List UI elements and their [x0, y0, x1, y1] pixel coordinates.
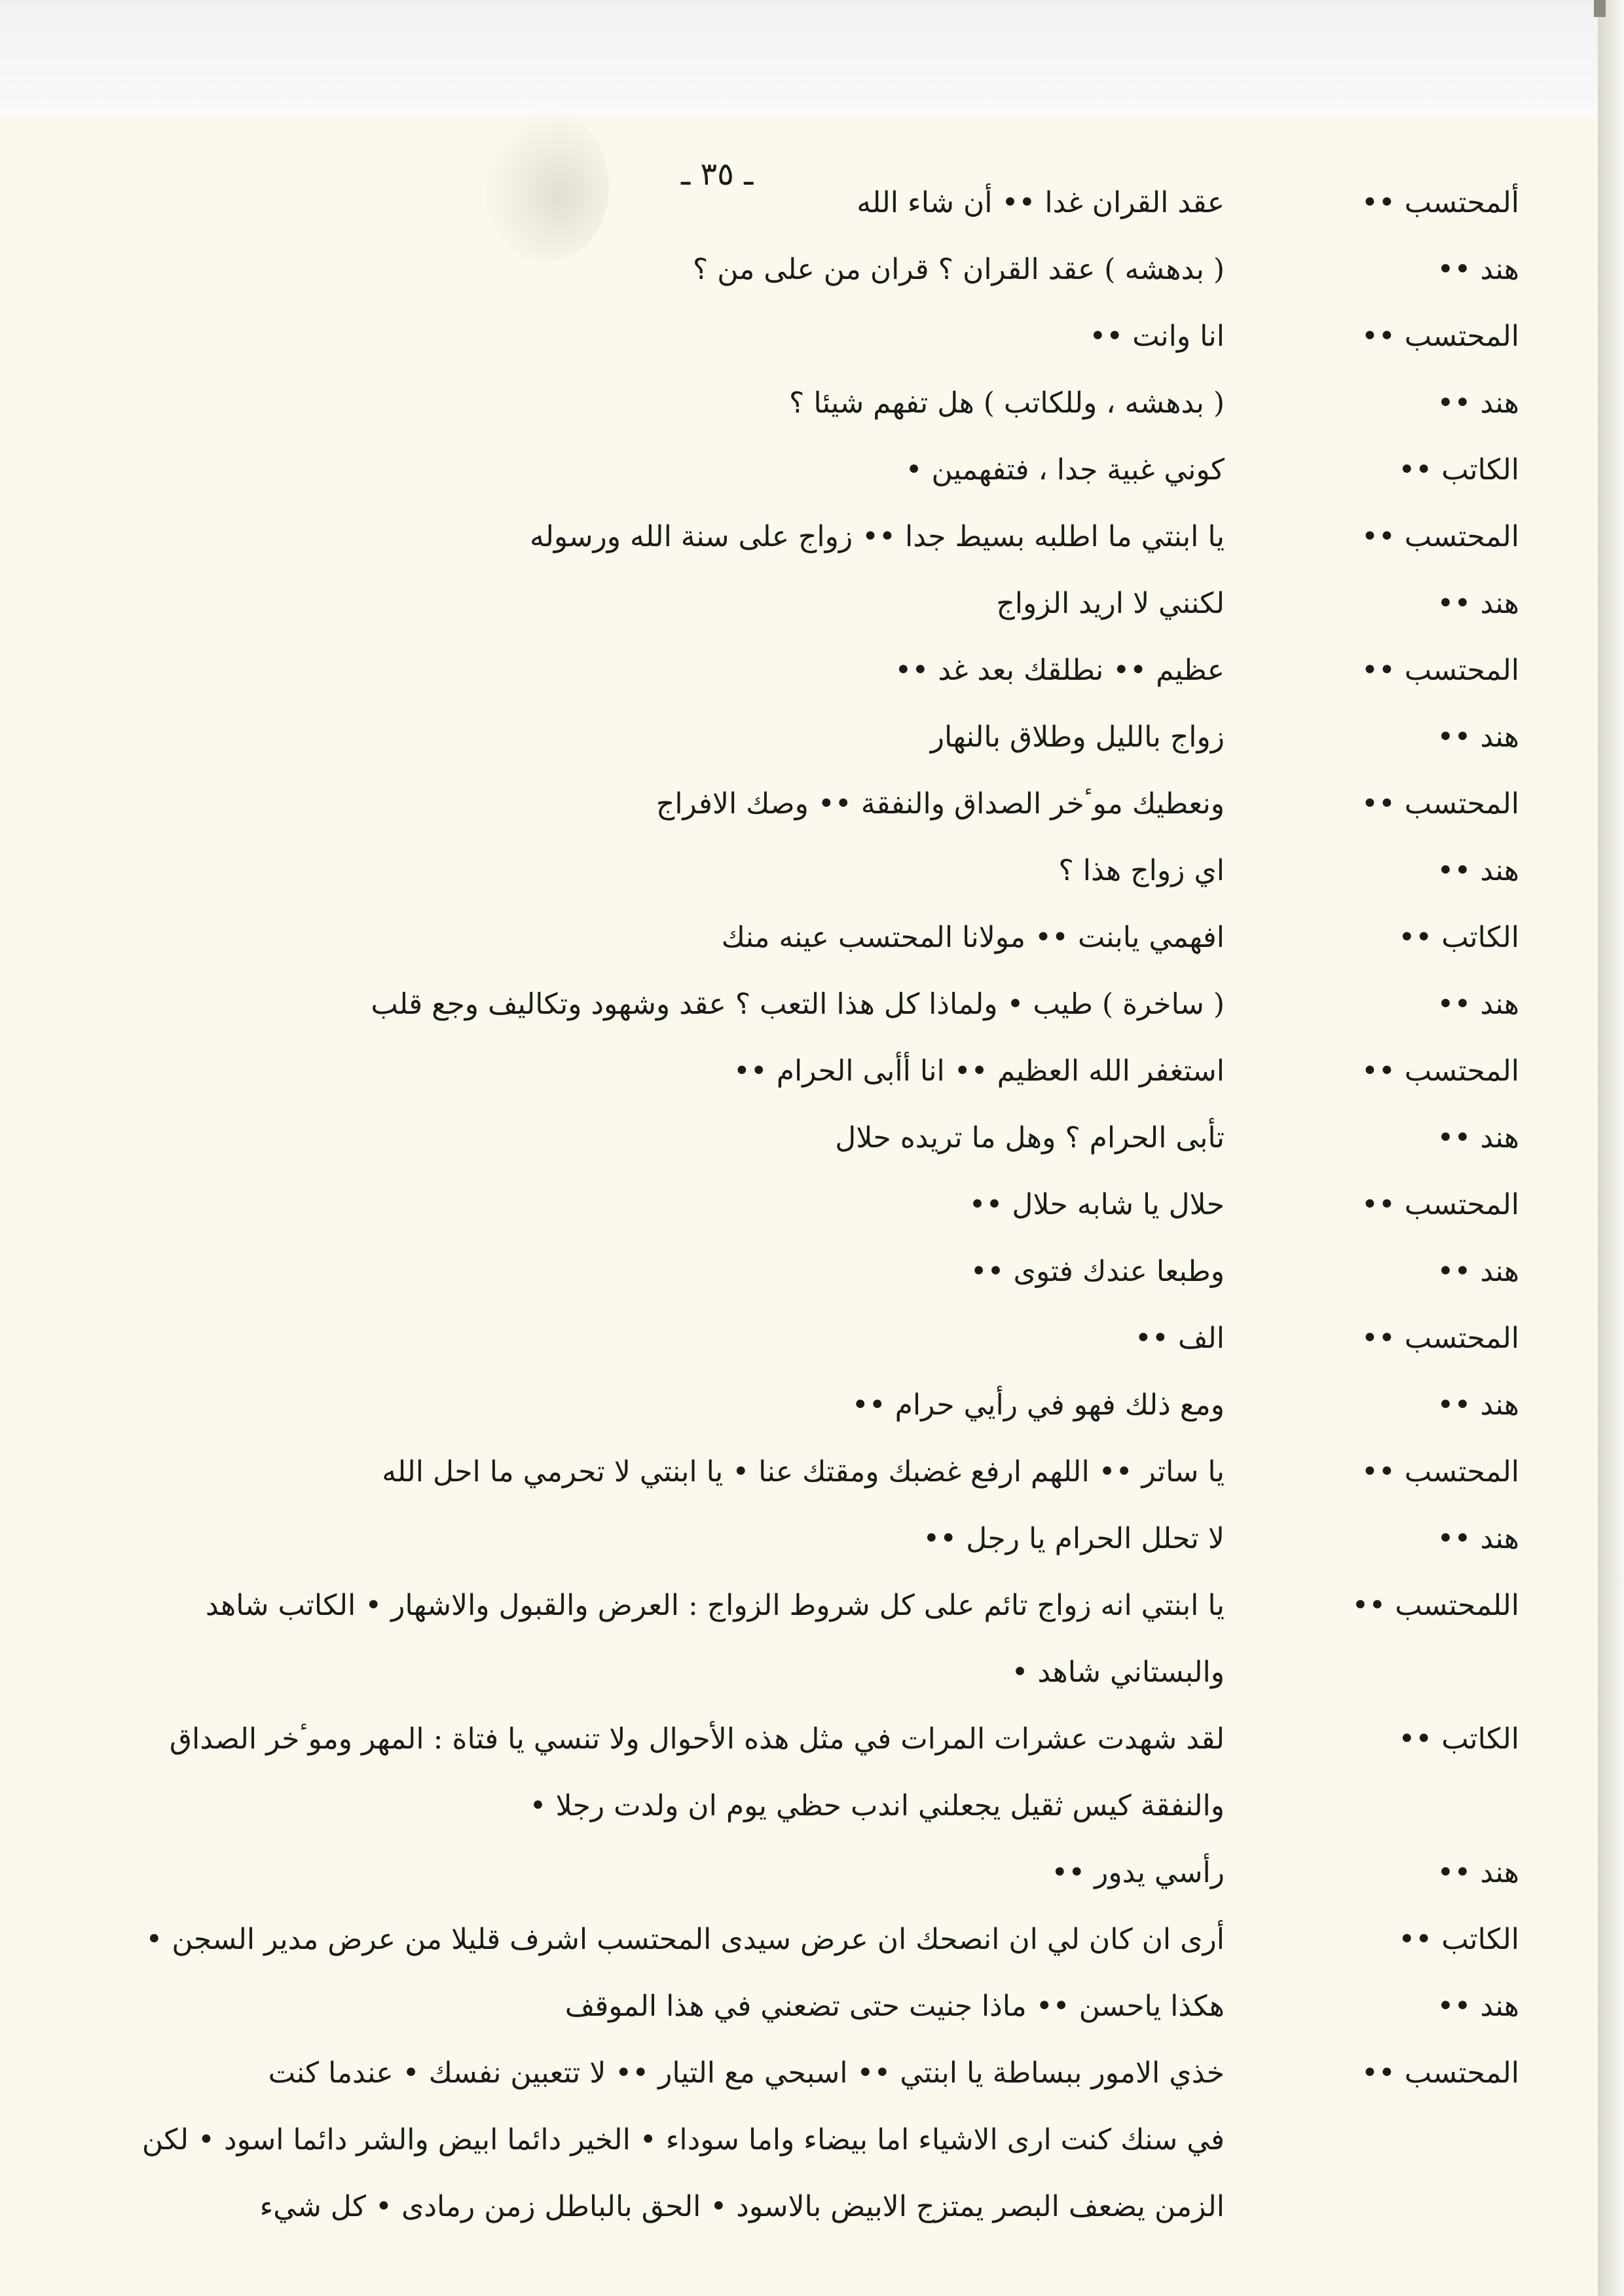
speaker-name: المحتسب ••: [1361, 320, 1519, 353]
speaker-name: الكاتب ••: [1398, 921, 1519, 954]
speaker-name: هند ••: [1437, 1856, 1519, 1889]
dialogue-line: لكنني لا اريد الزواج: [996, 587, 1225, 620]
speaker-name: هند ••: [1437, 253, 1519, 286]
dialogue-line: ( بدهشه ، وللكاتب ) هل تفهم شيئا ؟: [789, 386, 1225, 420]
speaker-name: هند ••: [1437, 854, 1519, 887]
dialogue-line: افهمي يابنت •• مولانا المحتسب عينه منك: [721, 921, 1225, 954]
dialogue-line: الزمن يضعف البصر يمتزج الابيض بالاسود • الحق بالباطل زمن رمادى • كل شيء: [259, 2190, 1225, 2223]
speaker-name: هند ••: [1437, 386, 1519, 420]
dialogue-line: لقد شهدت عشرات المرات في مثل هذه الأحوال ولا تنسي يا فتاة : المهر وموٴخر الصداق: [169, 1722, 1225, 1756]
speaker-name: الكاتب ••: [1398, 453, 1519, 487]
dialogue-row: [0, 2047, 1624, 2100]
speaker-name: المحتسب ••: [1361, 1054, 1519, 1088]
dialogue-line: والنفقة كيس ثقيل يجعلني اندب حظي يوم ان ولدت رجلا •: [529, 1789, 1225, 1823]
dialogue-row: [0, 1379, 1624, 1432]
dialogue-line: كوني غبية جدا ، فتفهمين •: [905, 453, 1225, 487]
dialogue-line: رأسي يدور ••: [1051, 1856, 1225, 1889]
dialogue-row: [0, 244, 1624, 296]
dialogue-row: [0, 1780, 1624, 1832]
dialogue-line: زواج بالليل وطلاق بالنهار: [930, 720, 1225, 754]
dialogue-row: [0, 1646, 1624, 1699]
dialogue-line: ( ساخرة ) طيب • ولماذا كل هذا التعب ؟ عقد وشهود وتكاليف وجع قلب: [371, 988, 1225, 1021]
dialogue-row: [0, 644, 1624, 697]
dialogue-row: [0, 1179, 1624, 1231]
dialogue-line: يا ابنتي ما اطلبه بسيط جدا •• زواج على سنة الله ورسوله: [529, 520, 1225, 553]
speaker-name: ألمحتسب ••: [1361, 186, 1519, 219]
dialogue-row: [0, 511, 1624, 563]
dialogue-line: ( بدهشه ) عقد القران ؟ قران من على من ؟: [692, 253, 1225, 286]
dialogue-line: ومع ذلك فهو في رأيي حرام ••: [851, 1388, 1225, 1422]
dialogue-line: والبستاني شاهد •: [1011, 1656, 1225, 1689]
dialogue-line: لا تحلل الحرام يا رجل ••: [923, 1522, 1225, 1555]
speaker-name: المحتسب ••: [1361, 2056, 1519, 2090]
scan-corner-mark: [1594, 0, 1606, 17]
dialogue-line: حلال يا شابه حلال ••: [969, 1188, 1225, 1221]
dialogue-row: [0, 1312, 1624, 1365]
speaker-name: المحتسب ••: [1361, 1455, 1519, 1489]
dialogue-line: يا ساتر •• اللهم ارفع غضبك ومقتك عنا • يا ابنتي لا تحرمي ما احل الله: [382, 1455, 1225, 1489]
speaker-name: هند ••: [1437, 1255, 1519, 1288]
speaker-name: هند ••: [1437, 988, 1519, 1021]
dialogue-row: [0, 1713, 1624, 1766]
dialogue-line: في سنك كنت ارى الاشياء اما بيضاء واما سوداء • الخير دائما ابيض والشر دائما اسود • لكن: [141, 2123, 1225, 2157]
dialogue-row: [0, 711, 1624, 764]
dialogue-line: وطبعا عندك فتوى ••: [970, 1255, 1225, 1288]
dialogue-row: [0, 2114, 1624, 2166]
dialogue-row: [0, 1246, 1624, 1298]
dialogue-line: يا ابنتي انه زواج تائم على كل شروط الزواج : العرض والقبول والاشهار • الكاتب شاهد: [205, 1589, 1225, 1622]
dialogue-line: أرى ان كان لي ان انصحك ان عرض سيدى المحتسب اشرف قليلا من عرض مدير السجن •: [145, 1923, 1225, 1956]
dialogue-line: عظيم •• نطلقك بعد غد ••: [895, 654, 1225, 687]
speaker-name: هند ••: [1437, 1990, 1519, 2023]
dialogue-row: [0, 1980, 1624, 2033]
speaker-name: المحتسب ••: [1361, 520, 1519, 553]
speaker-name: هند ••: [1437, 587, 1519, 620]
dialogue-row: [0, 578, 1624, 630]
dialogue-row: [0, 1112, 1624, 1164]
dialogue-row: [0, 845, 1624, 897]
dialogue-line: انا وانت ••: [1089, 320, 1225, 353]
speaker-name: هند ••: [1437, 1121, 1519, 1155]
speaker-name: هند ••: [1437, 720, 1519, 754]
dialogue-line: اي زواج هذا ؟: [1058, 854, 1225, 887]
dialogue-row: [0, 1847, 1624, 1899]
speaker-name: الكاتب ••: [1398, 1923, 1519, 1956]
dialogue-row: [0, 444, 1624, 496]
speaker-name: هند ••: [1437, 1388, 1519, 1422]
dialogue-row: [0, 1513, 1624, 1565]
dialogue-row: [0, 1914, 1624, 1966]
dialogue-line: عقد القران غدا •• أن شاء الله: [857, 186, 1225, 219]
dialogue-line: استغفر الله العظيم •• انا أأبى الحرام ••: [733, 1054, 1225, 1088]
speaker-name: اللمحتسب ••: [1352, 1589, 1519, 1622]
dialogue-row: [0, 377, 1624, 430]
dialogue-line: هكذا ياحسن •• ماذا جنيت حتى تضعني في هذا الموقف: [564, 1990, 1225, 2023]
speaker-name: هند ••: [1437, 1522, 1519, 1555]
dialogue-row: [0, 177, 1624, 229]
dialogue-row: [0, 912, 1624, 964]
dialogue-row: [0, 1446, 1624, 1498]
dialogue-row: [0, 2181, 1624, 2233]
dialogue-line: خذي الامور ببساطة يا ابنتي •• اسبحي مع التيار •• لا تتعبين نفسك • عندما كنت: [268, 2056, 1225, 2090]
dialogue-row: [0, 1045, 1624, 1098]
speaker-name: المحتسب ••: [1361, 654, 1519, 687]
dialogue-line: تأبى الحرام ؟ وهل ما تريده حلال: [835, 1121, 1225, 1155]
dialogue-row: [0, 778, 1624, 830]
dialogue-row: [0, 310, 1624, 363]
speaker-name: الكاتب ••: [1398, 1722, 1519, 1756]
speaker-name: المحتسب ••: [1361, 1188, 1519, 1221]
dialogue-line: الف ••: [1134, 1322, 1225, 1355]
page-number: ـ ٣٥ ـ: [681, 156, 754, 193]
speaker-name: المحتسب ••: [1361, 787, 1519, 821]
dialogue-row: [0, 1580, 1624, 1632]
dialogue-line: ونعطيك موٴخر الصداق والنفقة •• وصك الافراج: [655, 787, 1225, 821]
dialogue-row: [0, 978, 1624, 1031]
speaker-name: المحتسب ••: [1361, 1322, 1519, 1355]
scan-top-strip: [0, 0, 1624, 117]
